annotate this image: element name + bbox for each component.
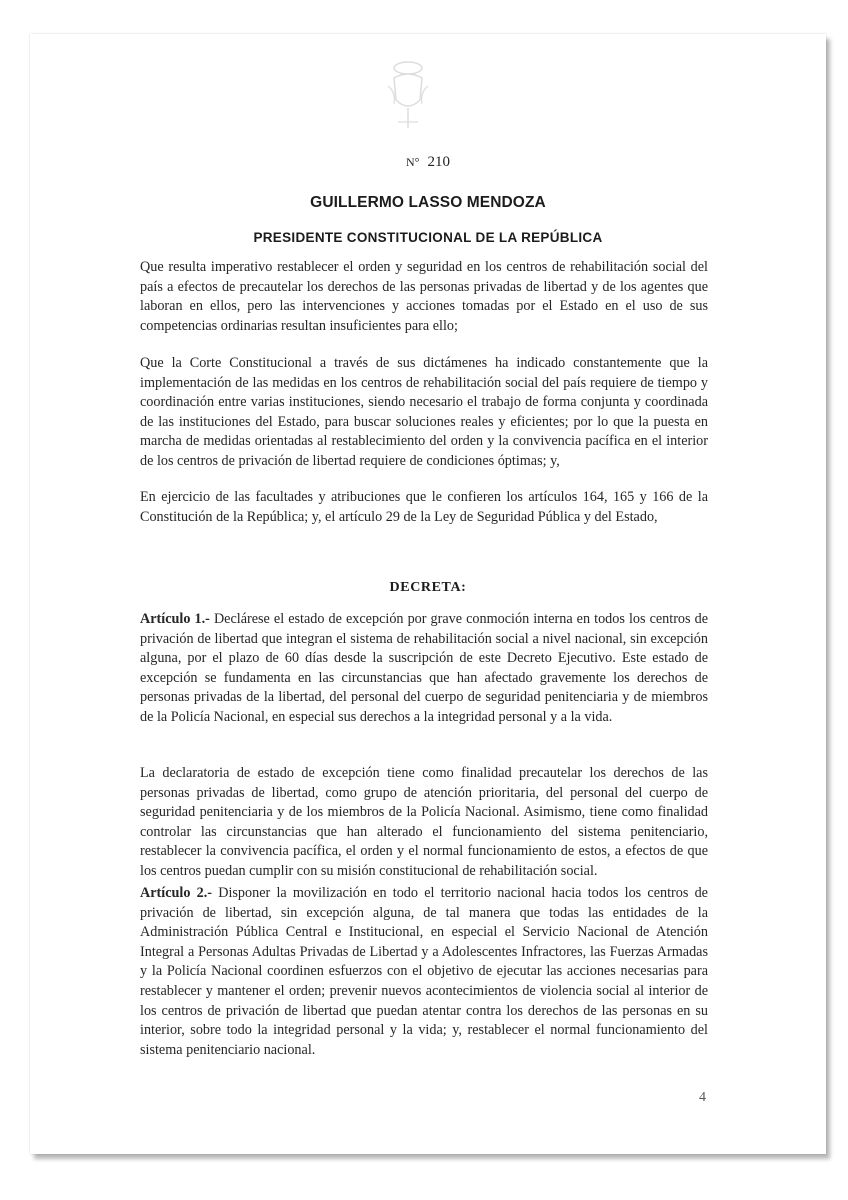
paragraph-1	[140, 258, 708, 336]
president-name: GUILLERMO LASSO MENDOZA	[310, 194, 546, 211]
article-2	[140, 884, 708, 1060]
article-2-label: Artículo 2.-	[140, 885, 213, 901]
paragraph-2	[140, 354, 708, 472]
paragraph-2-text: Que la Corte Constitucional a través de sus dictámenes ha indicado constantemente que la implementación de las medidas en los centros de rehabilitación social del país requiere de tiempo y coordinación entre varias instituciones, siendo necesario el trabajo de forma conjunta y coordinada de las instituciones del Estado, para buscar soluciones reales y eficientes; por lo que la puesta en marcha de medidas orientadas al restablecimiento del orden y la convivencia pacífica en el interior de los centros de privación de libertad requiere de condiciones óptimas; y,	[140, 355, 708, 469]
page-number: 4	[699, 1090, 706, 1105]
decree-number-value: 210	[427, 154, 450, 170]
paragraph-3	[140, 488, 708, 527]
article-1-followup	[140, 764, 708, 882]
paragraph-3-text: En ejercicio de las facultades y atribuciones que le confieren los artículos 164, 165 y 166 de la Constitución de la República; y, el artículo 29 de la Ley de Seguridad Pública y del Estado,	[140, 489, 708, 525]
decree-number-prefix: N°	[406, 155, 420, 169]
article-1-text: Declárese el estado de excepción por grave conmoción interna en todos los centros de privación de libertad que integran el sistema de rehabilitación social a nivel nacional, sin excepción alguna, por el plazo de 60 días desde la suscripción de este Decreto Ejecutivo. Este estado de excepción se fundamenta en las circunstancias que han afectado gravemente los derechos de personas privadas de la libertad, del personal del cuerpo de seguridad penitenciaria y de miembros de la Policía Nacional, en especial sus derechos a la integridad personal y a la vida.	[140, 611, 708, 725]
coat-of-arms-icon	[382, 56, 434, 136]
decreta-heading: DECRETA:	[389, 580, 467, 595]
article-1	[140, 610, 708, 728]
article-1-paragraph	[140, 610, 708, 728]
article-2-paragraph	[140, 884, 708, 1060]
article-2-text: Disponer la movilización en todo el territorio nacional hacia todos los centros de privación de libertad, sin excepción alguna, de tal manera que todas las entidades de la Administración Pública Central e Institucional, en especial el Servicio Nacional de Atención Integral a Personas Adultas Privadas de Libertad y a Adolescentes Infractores, las Fuerzas Armadas y la Policía Nacional coordinen esfuerzos con el objetivo de ejecutar las acciones necesarias para restablecer y mantener el orden; prevenir nuevos acontecimientos de violencia social al interior de los centros de privación de libertad que puedan atentar contra los derechos de las personas en su interior, sobre todo la integridad personal y la vida; y, restablecer el normal funcionamiento del sistema penitenciario nacional.	[140, 885, 708, 1058]
document-page	[30, 34, 826, 1154]
president-role: PRESIDENTE CONSTITUCIONAL DE LA REPÚBLICA	[253, 230, 603, 245]
article-1-label: Artículo 1.-	[140, 611, 210, 627]
decree-number	[30, 154, 826, 171]
paragraph-1-text: Que resulta imperativo restablecer el orden y seguridad en los centros de rehabilitación social del país a efectos de precautelar los derechos de las personas privadas de libertad y de los agentes que laboran en ellos, pero las intervenciones y acciones tomadas por el Estado en el uso de sus competencias ordinarias resultan insuficientes para ello;	[140, 259, 708, 334]
article-1-followup-text: La declaratoria de estado de excepción tiene como finalidad precautelar los derechos de las personas privadas de libertad, como grupo de atención prioritaria, del personal del cuerpo de seguridad penitenciaria y de los miembros de la Policía Nacional. Asimismo, tiene como finalidad controlar las circunstancias que han alterado el funcionamiento del sistema penitenciario, restablecer la convivencia pacífica, el orden y el normal funcionamiento de estos, a efectos de que los centros puedan cumplir con su misión constitucional de rehabilitación social.	[140, 765, 708, 879]
